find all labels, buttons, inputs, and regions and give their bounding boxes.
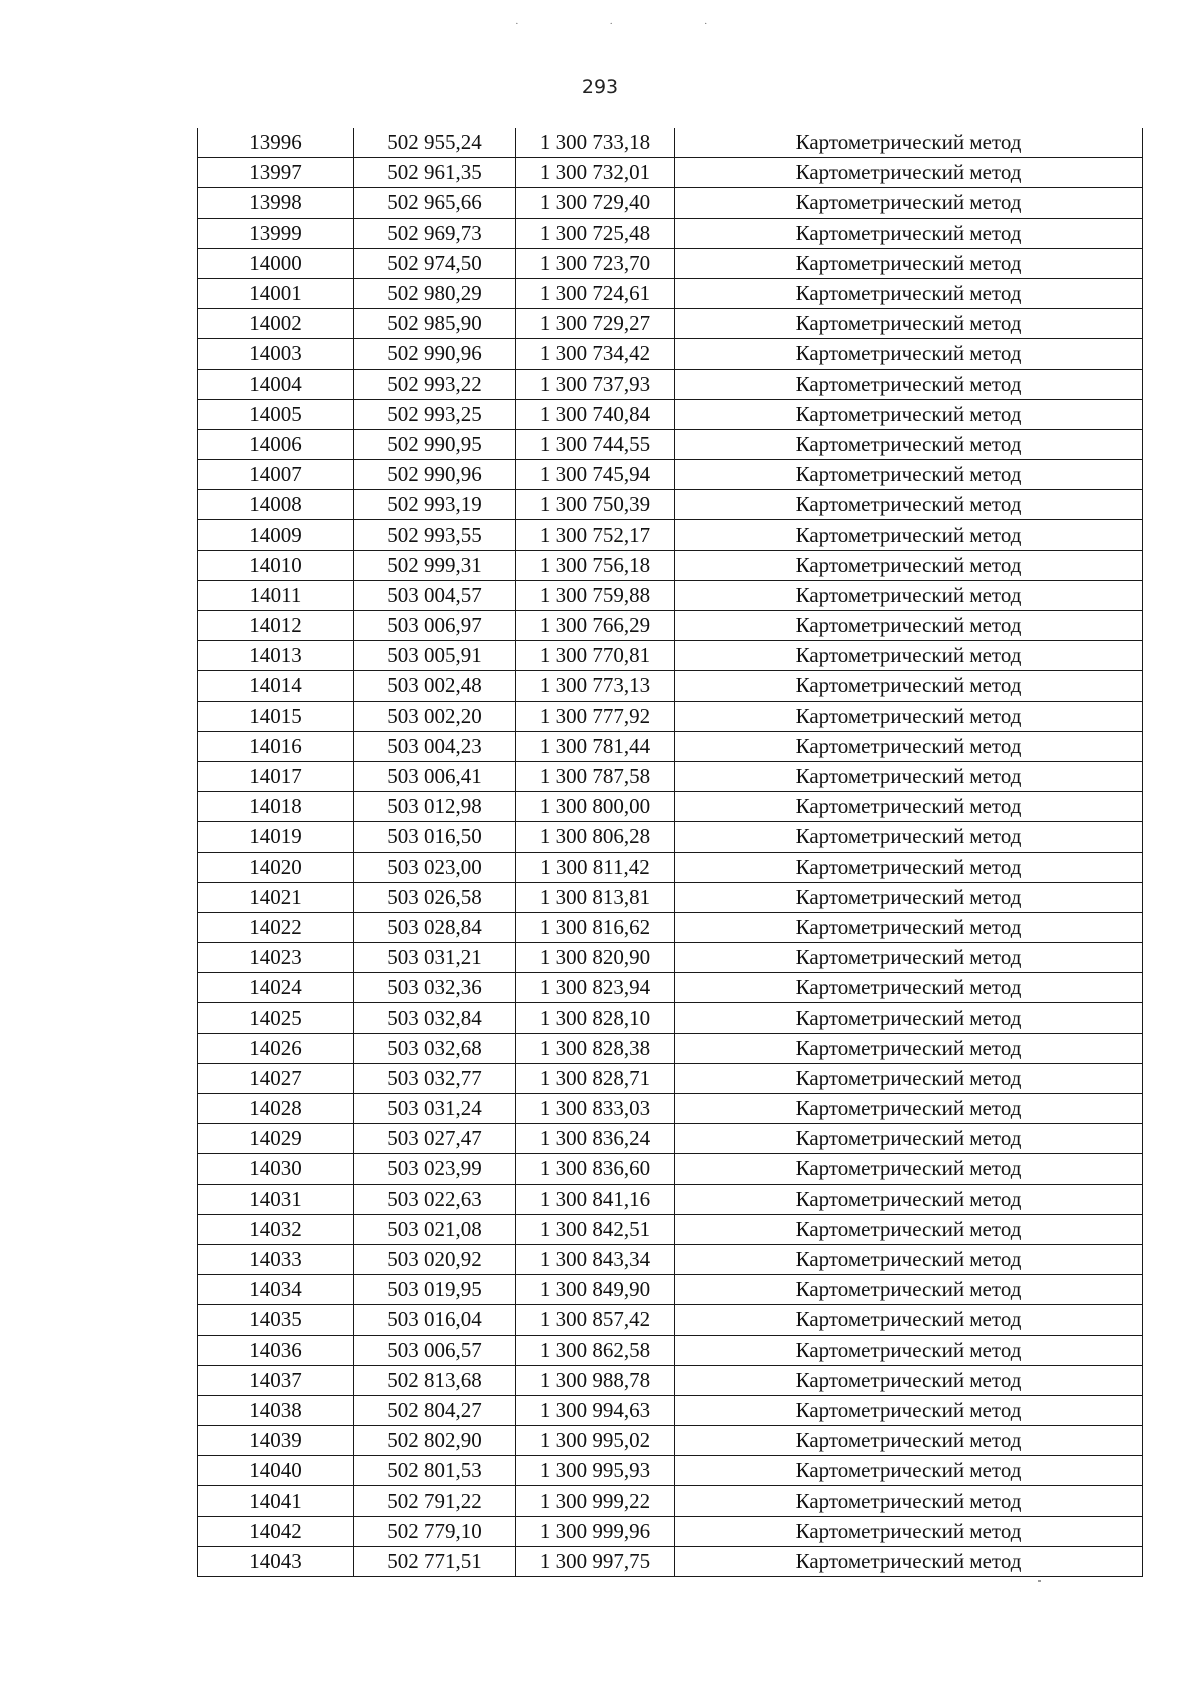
table-row	[198, 973, 1143, 1003]
method-cell: Картометрический метод	[675, 1154, 1143, 1184]
method-cell: Картометрический метод	[675, 701, 1143, 731]
method-cell: Картометрический метод	[675, 399, 1143, 429]
table-row	[198, 701, 1143, 731]
table-row	[198, 1214, 1143, 1244]
method-cell: Картометрический метод	[675, 550, 1143, 580]
method-cell: Картометрический метод	[675, 490, 1143, 520]
point-number-cell: 14038	[198, 1395, 354, 1425]
y-coordinate-cell: 1 300 849,90	[516, 1275, 675, 1305]
y-coordinate-cell: 1 300 766,29	[516, 611, 675, 641]
method-cell: Картометрический метод	[675, 1395, 1143, 1425]
x-coordinate-cell: 502 804,27	[354, 1395, 516, 1425]
x-coordinate-cell: 503 031,24	[354, 1094, 516, 1124]
y-coordinate-cell: 1 300 756,18	[516, 550, 675, 580]
table-row	[198, 1184, 1143, 1214]
x-coordinate-cell: 502 961,35	[354, 158, 516, 188]
x-coordinate-cell: 502 993,55	[354, 520, 516, 550]
y-coordinate-cell: 1 300 842,51	[516, 1214, 675, 1244]
table-row	[198, 943, 1143, 973]
point-number-cell: 14022	[198, 912, 354, 942]
method-cell: Картометрический метод	[675, 369, 1143, 399]
x-coordinate-cell: 502 974,50	[354, 248, 516, 278]
point-number-cell: 14026	[198, 1033, 354, 1063]
scan-artifact-marks: · · ·	[515, 18, 752, 30]
x-coordinate-cell: 503 026,58	[354, 882, 516, 912]
y-coordinate-cell: 1 300 828,10	[516, 1003, 675, 1033]
point-number-cell: 14042	[198, 1516, 354, 1546]
table-row	[198, 671, 1143, 701]
method-cell: Картометрический метод	[675, 641, 1143, 671]
table-row	[198, 761, 1143, 791]
point-number-cell: 14017	[198, 761, 354, 791]
method-cell: Картометрический метод	[675, 278, 1143, 308]
method-cell: Картометрический метод	[675, 1184, 1143, 1214]
y-coordinate-cell: 1 300 800,00	[516, 792, 675, 822]
y-coordinate-cell: 1 300 843,34	[516, 1244, 675, 1274]
point-number-cell: 14012	[198, 611, 354, 641]
point-number-cell: 14020	[198, 852, 354, 882]
y-coordinate-cell: 1 300 857,42	[516, 1305, 675, 1335]
y-coordinate-cell: 1 300 724,61	[516, 278, 675, 308]
y-coordinate-cell: 1 300 734,42	[516, 339, 675, 369]
point-number-cell: 14010	[198, 550, 354, 580]
x-coordinate-cell: 502 813,68	[354, 1365, 516, 1395]
y-coordinate-cell: 1 300 841,16	[516, 1184, 675, 1214]
x-coordinate-cell: 503 012,98	[354, 792, 516, 822]
y-coordinate-cell: 1 300 729,40	[516, 188, 675, 218]
table-row	[198, 1456, 1143, 1486]
table-row	[198, 792, 1143, 822]
method-cell: Картометрический метод	[675, 339, 1143, 369]
table-row	[198, 1033, 1143, 1063]
point-number-cell: 14004	[198, 369, 354, 399]
point-number-cell: 14032	[198, 1214, 354, 1244]
table-row	[198, 429, 1143, 459]
y-coordinate-cell: 1 300 862,58	[516, 1335, 675, 1365]
page-number: 293	[581, 76, 619, 98]
x-coordinate-cell: 503 032,36	[354, 973, 516, 1003]
table-row	[198, 1003, 1143, 1033]
x-coordinate-cell: 503 031,21	[354, 943, 516, 973]
x-coordinate-cell: 502 802,90	[354, 1426, 516, 1456]
x-coordinate-cell: 502 999,31	[354, 550, 516, 580]
point-number-cell: 14008	[198, 490, 354, 520]
x-coordinate-cell: 502 791,22	[354, 1486, 516, 1516]
y-coordinate-cell: 1 300 723,70	[516, 248, 675, 278]
y-coordinate-cell: 1 300 733,18	[516, 128, 675, 158]
point-number-cell: 13998	[198, 188, 354, 218]
point-number-cell: 14025	[198, 1003, 354, 1033]
method-cell: Картометрический метод	[675, 671, 1143, 701]
method-cell: Картометрический метод	[675, 1033, 1143, 1063]
method-cell: Картометрический метод	[675, 520, 1143, 550]
y-coordinate-cell: 1 300 806,28	[516, 822, 675, 852]
method-cell: Картометрический метод	[675, 248, 1143, 278]
method-cell: Картометрический метод	[675, 158, 1143, 188]
table-row	[198, 520, 1143, 550]
method-cell: Картометрический метод	[675, 429, 1143, 459]
y-coordinate-cell: 1 300 999,22	[516, 1486, 675, 1516]
y-coordinate-cell: 1 300 994,63	[516, 1395, 675, 1425]
x-coordinate-cell: 503 006,41	[354, 761, 516, 791]
point-number-cell: 14021	[198, 882, 354, 912]
x-coordinate-cell: 502 990,96	[354, 339, 516, 369]
table-row	[198, 460, 1143, 490]
y-coordinate-cell: 1 300 732,01	[516, 158, 675, 188]
table-row	[198, 490, 1143, 520]
point-number-cell: 14016	[198, 731, 354, 761]
y-coordinate-cell: 1 300 988,78	[516, 1365, 675, 1395]
table-row	[198, 882, 1143, 912]
x-coordinate-cell: 502 771,51	[354, 1546, 516, 1576]
method-cell: Картометрический метод	[675, 1305, 1143, 1335]
method-cell: Картометрический метод	[675, 580, 1143, 610]
method-cell: Картометрический метод	[675, 460, 1143, 490]
table-row	[198, 822, 1143, 852]
x-coordinate-cell: 502 969,73	[354, 218, 516, 248]
table-row	[198, 1365, 1143, 1395]
table-row	[198, 309, 1143, 339]
method-cell: Картометрический метод	[675, 1486, 1143, 1516]
y-coordinate-cell: 1 300 820,90	[516, 943, 675, 973]
y-coordinate-cell: 1 300 823,94	[516, 973, 675, 1003]
method-cell: Картометрический метод	[675, 218, 1143, 248]
point-number-cell: 14028	[198, 1094, 354, 1124]
x-coordinate-cell: 503 020,92	[354, 1244, 516, 1274]
point-number-cell: 14001	[198, 278, 354, 308]
table-row	[198, 550, 1143, 580]
x-coordinate-cell: 503 032,68	[354, 1033, 516, 1063]
y-coordinate-cell: 1 300 752,17	[516, 520, 675, 550]
x-coordinate-cell: 503 016,04	[354, 1305, 516, 1335]
point-number-cell: 14029	[198, 1124, 354, 1154]
point-number-cell: 14000	[198, 248, 354, 278]
method-cell: Картометрический метод	[675, 1094, 1143, 1124]
point-number-cell: 14009	[198, 520, 354, 550]
x-coordinate-cell: 502 990,96	[354, 460, 516, 490]
x-coordinate-cell: 503 027,47	[354, 1124, 516, 1154]
table-row	[198, 852, 1143, 882]
x-coordinate-cell: 502 965,66	[354, 188, 516, 218]
method-cell: Картометрический метод	[675, 611, 1143, 641]
x-coordinate-cell: 502 980,29	[354, 278, 516, 308]
table-row	[198, 580, 1143, 610]
x-coordinate-cell: 503 022,63	[354, 1184, 516, 1214]
y-coordinate-cell: 1 300 745,94	[516, 460, 675, 490]
x-coordinate-cell: 502 985,90	[354, 309, 516, 339]
x-coordinate-cell: 503 023,99	[354, 1154, 516, 1184]
y-coordinate-cell: 1 300 816,62	[516, 912, 675, 942]
method-cell: Картометрический метод	[675, 943, 1143, 973]
y-coordinate-cell: 1 300 750,39	[516, 490, 675, 520]
table-row	[198, 128, 1143, 158]
point-number-cell: 14014	[198, 671, 354, 701]
x-coordinate-cell: 502 993,22	[354, 369, 516, 399]
table-row	[198, 611, 1143, 641]
point-number-cell: 14002	[198, 309, 354, 339]
y-coordinate-cell: 1 300 729,27	[516, 309, 675, 339]
method-cell: Картометрический метод	[675, 912, 1143, 942]
coordinates-table-body	[198, 128, 1143, 1577]
point-number-cell: 14043	[198, 1546, 354, 1576]
y-coordinate-cell: 1 300 995,93	[516, 1456, 675, 1486]
point-number-cell: 14027	[198, 1063, 354, 1093]
table-row	[198, 1124, 1143, 1154]
method-cell: Картометрический метод	[675, 1244, 1143, 1274]
table-row	[198, 278, 1143, 308]
table-row	[198, 731, 1143, 761]
method-cell: Картометрический метод	[675, 882, 1143, 912]
point-number-cell: 14019	[198, 822, 354, 852]
method-cell: Картометрический метод	[675, 1516, 1143, 1546]
method-cell: Картометрический метод	[675, 188, 1143, 218]
point-number-cell: 14034	[198, 1275, 354, 1305]
point-number-cell: 14031	[198, 1184, 354, 1214]
table-row	[198, 1305, 1143, 1335]
x-coordinate-cell: 503 023,00	[354, 852, 516, 882]
x-coordinate-cell: 503 002,20	[354, 701, 516, 731]
y-coordinate-cell: 1 300 833,03	[516, 1094, 675, 1124]
point-number-cell: 14041	[198, 1486, 354, 1516]
y-coordinate-cell: 1 300 744,55	[516, 429, 675, 459]
method-cell: Картометрический метод	[675, 1456, 1143, 1486]
x-coordinate-cell: 503 021,08	[354, 1214, 516, 1244]
point-number-cell: 14039	[198, 1426, 354, 1456]
y-coordinate-cell: 1 300 773,13	[516, 671, 675, 701]
point-number-cell: 14011	[198, 580, 354, 610]
table-row	[198, 188, 1143, 218]
method-cell: Картометрический метод	[675, 1426, 1143, 1456]
x-coordinate-cell: 503 028,84	[354, 912, 516, 942]
method-cell: Картометрический метод	[675, 1063, 1143, 1093]
table-row	[198, 641, 1143, 671]
method-cell: Картометрический метод	[675, 1335, 1143, 1365]
table-row	[198, 1154, 1143, 1184]
method-cell: Картометрический метод	[675, 1275, 1143, 1305]
x-coordinate-cell: 502 993,25	[354, 399, 516, 429]
method-cell: Картометрический метод	[675, 1124, 1143, 1154]
point-number-cell: 14015	[198, 701, 354, 731]
point-number-cell: 14037	[198, 1365, 354, 1395]
method-cell: Картометрический метод	[675, 731, 1143, 761]
table-row	[198, 1426, 1143, 1456]
y-coordinate-cell: 1 300 759,88	[516, 580, 675, 610]
x-coordinate-cell: 502 955,24	[354, 128, 516, 158]
table-row	[198, 1395, 1143, 1425]
method-cell: Картометрический метод	[675, 973, 1143, 1003]
x-coordinate-cell: 503 006,97	[354, 611, 516, 641]
point-number-cell: 14030	[198, 1154, 354, 1184]
point-number-cell: 14040	[198, 1456, 354, 1486]
y-coordinate-cell: 1 300 828,71	[516, 1063, 675, 1093]
y-coordinate-cell: 1 300 740,84	[516, 399, 675, 429]
table-row	[198, 1516, 1143, 1546]
x-coordinate-cell: 503 002,48	[354, 671, 516, 701]
y-coordinate-cell: 1 300 836,24	[516, 1124, 675, 1154]
y-coordinate-cell: 1 300 813,81	[516, 882, 675, 912]
x-coordinate-cell: 503 019,95	[354, 1275, 516, 1305]
method-cell: Картометрический метод	[675, 761, 1143, 791]
point-number-cell: 14006	[198, 429, 354, 459]
x-coordinate-cell: 503 006,57	[354, 1335, 516, 1365]
y-coordinate-cell: 1 300 828,38	[516, 1033, 675, 1063]
y-coordinate-cell: 1 300 781,44	[516, 731, 675, 761]
table-row	[198, 912, 1143, 942]
table-row	[198, 1335, 1143, 1365]
table-row	[198, 1094, 1143, 1124]
y-coordinate-cell: 1 300 787,58	[516, 761, 675, 791]
x-coordinate-cell: 502 779,10	[354, 1516, 516, 1546]
table-row	[198, 1486, 1143, 1516]
table-row	[198, 1546, 1143, 1576]
x-coordinate-cell: 503 004,57	[354, 580, 516, 610]
x-coordinate-cell: 502 993,19	[354, 490, 516, 520]
method-cell: Картометрический метод	[675, 1365, 1143, 1395]
table-row	[198, 1063, 1143, 1093]
point-number-cell: 14005	[198, 399, 354, 429]
x-coordinate-cell: 503 032,84	[354, 1003, 516, 1033]
coordinates-table	[197, 128, 1143, 1577]
x-coordinate-cell: 502 990,95	[354, 429, 516, 459]
method-cell: Картометрический метод	[675, 309, 1143, 339]
table-row	[198, 399, 1143, 429]
point-number-cell: 13997	[198, 158, 354, 188]
point-number-cell: 14024	[198, 973, 354, 1003]
point-number-cell: 14023	[198, 943, 354, 973]
method-cell: Картометрический метод	[675, 128, 1143, 158]
table-row	[198, 158, 1143, 188]
x-coordinate-cell: 502 801,53	[354, 1456, 516, 1486]
x-coordinate-cell: 503 005,91	[354, 641, 516, 671]
table-row	[198, 248, 1143, 278]
table-row	[198, 1275, 1143, 1305]
point-number-cell: 13996	[198, 128, 354, 158]
scan-artifact-dot	[1038, 1580, 1041, 1582]
y-coordinate-cell: 1 300 725,48	[516, 218, 675, 248]
y-coordinate-cell: 1 300 836,60	[516, 1154, 675, 1184]
y-coordinate-cell: 1 300 811,42	[516, 852, 675, 882]
x-coordinate-cell: 503 032,77	[354, 1063, 516, 1093]
method-cell: Картометрический метод	[675, 1003, 1143, 1033]
point-number-cell: 14003	[198, 339, 354, 369]
y-coordinate-cell: 1 300 770,81	[516, 641, 675, 671]
method-cell: Картометрический метод	[675, 1546, 1143, 1576]
method-cell: Картометрический метод	[675, 792, 1143, 822]
method-cell: Картометрический метод	[675, 852, 1143, 882]
y-coordinate-cell: 1 300 997,75	[516, 1546, 675, 1576]
point-number-cell: 14036	[198, 1335, 354, 1365]
y-coordinate-cell: 1 300 995,02	[516, 1426, 675, 1456]
point-number-cell: 14033	[198, 1244, 354, 1274]
method-cell: Картометрический метод	[675, 822, 1143, 852]
point-number-cell: 14035	[198, 1305, 354, 1335]
method-cell: Картометрический метод	[675, 1214, 1143, 1244]
y-coordinate-cell: 1 300 737,93	[516, 369, 675, 399]
x-coordinate-cell: 503 004,23	[354, 731, 516, 761]
point-number-cell: 14013	[198, 641, 354, 671]
table-row	[198, 339, 1143, 369]
y-coordinate-cell: 1 300 999,96	[516, 1516, 675, 1546]
y-coordinate-cell: 1 300 777,92	[516, 701, 675, 731]
table-row	[198, 369, 1143, 399]
table-row	[198, 218, 1143, 248]
point-number-cell: 14018	[198, 792, 354, 822]
point-number-cell: 14007	[198, 460, 354, 490]
x-coordinate-cell: 503 016,50	[354, 822, 516, 852]
table-row	[198, 1244, 1143, 1274]
point-number-cell: 13999	[198, 218, 354, 248]
